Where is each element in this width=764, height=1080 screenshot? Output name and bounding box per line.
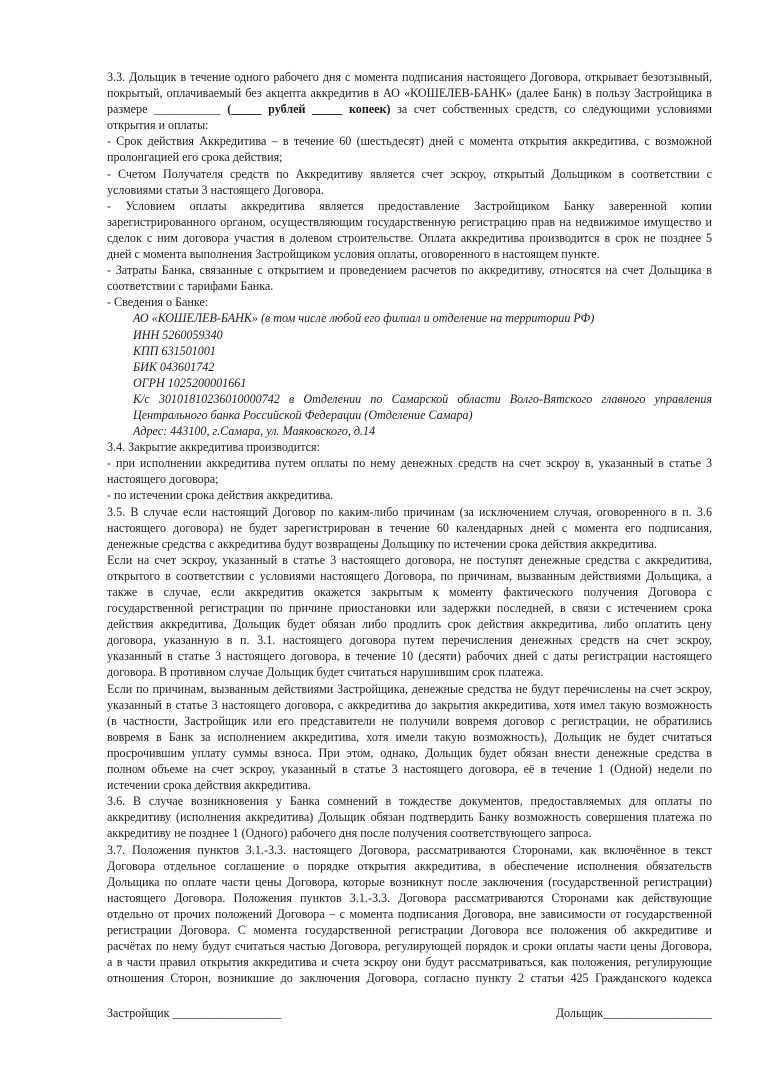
text-line: - Сведения о Банке: bbox=[107, 295, 209, 310]
text-line: (в частности, Застройщик или его представители не получили вовремя договор с регистрации, не обратились bbox=[107, 713, 712, 728]
text-line: - при исполнении аккредитива путем оплаты по нему денежных средств на счет эскроу в, указанный в статье 3 bbox=[107, 456, 712, 471]
text-line: настоящего договора) не будет зарегистрирован в течение 60 календарных дней с момента его подписания, bbox=[107, 520, 712, 535]
signature-block bbox=[107, 1004, 712, 1022]
text-line: - по истечении срока действия аккредитива. bbox=[107, 488, 334, 503]
text-line: а в части правил открытия аккредитива и счета эскроу они будут рассматриваться, как положения, регулирующие bbox=[107, 955, 712, 970]
paragraph bbox=[107, 455, 712, 487]
paragraph bbox=[107, 166, 712, 198]
text-line: просрочившим уплату суммы взноса. При этом, однако, Дольщик будет обязан внести денежные средства в bbox=[107, 745, 712, 760]
text-line: ИНН 5260059340 bbox=[133, 327, 223, 342]
text-line: 3.3. Дольщик в течение одного рабочего дня с момента подписания настоящего Договора, открывает безотзывный, bbox=[107, 70, 712, 84]
text-line: также в случае, если аккредитив окажется закрытым к моменту фактического получения Договора с bbox=[107, 585, 712, 599]
text-line: К/с 30101810236010000742 в Отделении по Самарской области Волго-Вятского главного управления bbox=[133, 391, 712, 406]
text-line: КПП 631501001 bbox=[133, 343, 216, 358]
bank-detail bbox=[107, 391, 712, 423]
bank-detail bbox=[107, 375, 712, 391]
text-line: полном объеме на счет эскроу, указанный в статье 3 настоящего договора, её в течение 1 (Одной) недели по bbox=[107, 762, 712, 777]
text-line: 3.5. В случае если настоящий Договор по каким-либо причинам (за исключением случая, оговоренного в п. 3.6 bbox=[107, 504, 712, 519]
text-line: - Срок действия Аккредитива – в течение 60 (шестьдесят) дней с момента открытия аккредитива, с возможной bbox=[107, 134, 712, 149]
text-line: аккредитиву не позднее 1 (Одного) рабочего дня после получения соответствующего запроса. bbox=[107, 826, 592, 841]
text-line: дней с момента выполнения Застройщиком условия оплаты, оговоренного в настоящем пункте. bbox=[107, 247, 600, 262]
text-line: сделок с ним договора участия в долевом строительстве. Оплата аккредитива производится в срок не позднее 5 bbox=[107, 230, 712, 245]
text-line: вовремя в Банк за исполнением аккредитива, хотя имели такую возможность), Дольщик не будет считаться bbox=[107, 729, 712, 744]
text-line: открытия и оплаты: bbox=[107, 118, 209, 133]
bank-detail bbox=[107, 343, 712, 359]
text-line: Договора отдельное соглашение о порядке открытия аккредитива, в обеспечение исполнения обязательств bbox=[107, 858, 712, 873]
text-line: пролонгацией его срока действия; bbox=[107, 150, 283, 165]
paragraph bbox=[107, 69, 712, 133]
text-line: БИК 043601742 bbox=[133, 359, 215, 374]
text-line bbox=[107, 101, 712, 117]
text-line: договора. В противном случае Дольщик будет считаться нарушившим срок платежа. bbox=[107, 665, 544, 680]
text-line: настоящего Договора. Положения пунктов 3.1.-3.3. Договора рассматриваются Сторонами как действующие bbox=[107, 890, 712, 905]
text-line: соответствии с тарифами Банка. bbox=[107, 279, 274, 294]
text-line: действия аккредитива, Дольщик будет обязан либо продлить срок действия аккредитива, либо оплатить цену bbox=[107, 617, 712, 632]
bank-detail bbox=[107, 327, 712, 343]
text-line: ОГРН 1025200001661 bbox=[133, 375, 247, 390]
text-line: - Условием оплаты аккредитива является предоставление Застройщиком Банку заверенной копии bbox=[107, 198, 712, 213]
text-line: отдельно от прочих положений Договора – с момента подписания Договора, вне зависимости от государственной bbox=[107, 906, 712, 921]
paragraph bbox=[107, 294, 712, 310]
paragraph bbox=[107, 262, 712, 294]
paragraph bbox=[107, 793, 712, 841]
text-line: указанный в статье 3 настоящего договора, с аккредитива до закрытия аккредитива, хотя имел такую возможность bbox=[107, 697, 712, 712]
text-line: - Счетом Получателя средств по Аккредитиву является счет эскроу, открытый Дольщиком в соответствии с bbox=[107, 166, 712, 181]
text-line: 3.4. Закрытие аккредитива производится: bbox=[107, 440, 320, 455]
text-segment: размере ___________ bbox=[107, 102, 228, 117]
text-line: 3.7. Положения пунктов 3.1.-3.3. настоящего Договора, рассматриваются Сторонами, как включённое в текст bbox=[107, 842, 712, 857]
text-line: денежные средства с аккредитива будут возвращены Дольщику по истечении срока действия аккредитива. bbox=[107, 536, 658, 551]
text-line: истечении срока действия аккредитива. bbox=[107, 778, 311, 793]
text-line: Если на счет эскроу, указанный в статье 3 настоящего договора, не поступят денежные средства с аккредитива, bbox=[107, 552, 712, 567]
paragraph bbox=[107, 681, 712, 794]
developer-signature-line: Застройщик __________________ bbox=[107, 1006, 282, 1020]
text-line: настоящего договора; bbox=[107, 472, 219, 487]
text-line: государственной регистрации по причине приостановки или задержки последней, в связи с истечением срока bbox=[107, 601, 712, 616]
text-line: расчётах по нему будут считаться частью Договора, регулирующей порядок и сроки оплаты части цены Договора, bbox=[107, 939, 712, 954]
text-line: Адрес: 443100, г.Самара, ул. Маяковского, д.14 bbox=[133, 424, 376, 439]
document-body bbox=[107, 69, 712, 986]
bank-detail bbox=[107, 423, 712, 439]
text-line: условиями статьи 3 настоящего Договора. bbox=[107, 182, 324, 197]
text-line: Центрального банка Российской Федерации (Отделение Самара) bbox=[133, 407, 473, 422]
paragraph bbox=[107, 842, 712, 987]
text-line: 3.6. В случае возникновения у Банка сомнений в тождестве документов, предоставляемых для оплаты по bbox=[107, 794, 712, 809]
text-line: зарегистрированного органом, осуществляющим государственную регистрацию прав на недвижимое имущество и bbox=[107, 214, 712, 229]
amount-placeholder: (_____ рублей _____ копеек) bbox=[227, 102, 391, 117]
paragraph bbox=[107, 133, 712, 165]
text-segment: за счет собственных средств, со следующими условиями bbox=[390, 102, 712, 117]
text-line: АО «КОШЕЛЕВ-БАНК» (в том числе любой его филиал и отделение на территории РФ) bbox=[133, 311, 595, 326]
paragraph bbox=[107, 439, 712, 455]
text-line: договора, указанную в п. 3.1. настоящего договора путем перечисления денежных средств на счет эскроу, bbox=[107, 633, 712, 648]
text-line: Дольщика по оплате части цены Договора, которые возникнут после заключения (государственной регистрации) bbox=[107, 874, 712, 889]
text-line: Если по причинам, вызванным действиями Застройщика, денежные средства не будут перечислены на счет эскроу, bbox=[107, 681, 712, 696]
text-line: отношения Сторон, возникшие до заключения Договора, согласно пункту 2 статьи 425 Гражданского кодекса bbox=[107, 971, 712, 986]
paragraph bbox=[107, 552, 712, 681]
bank-detail bbox=[107, 359, 712, 375]
text-line: регистрации Договора. С момента государственной регистрации Договора все положения об аккредитиве и bbox=[107, 922, 712, 937]
bank-detail bbox=[107, 310, 712, 326]
text-line: покрытый, оплачиваемый без акцепта аккредитив в АО «КОШЕЛЕВ-БАНК» (далее Банк) в пользу Застройщика в bbox=[107, 86, 712, 101]
text-line: открытого в соответствии с условиями настоящего Договора, по причинам, вызванным действиями Дольщика, а bbox=[107, 568, 712, 583]
paragraph bbox=[107, 198, 712, 262]
paragraph bbox=[107, 487, 712, 503]
text-line: аккредитиву (исполнения аккредитива) Дольщик обязан подтвердить Банку возможность совершения платежа по bbox=[107, 810, 712, 825]
shareholder-signature-line: Дольщик__________________ bbox=[555, 1006, 712, 1020]
text-line: - Затраты Банка, связанные с открытием и проведением расчетов по аккредитиву, относятся на счет Дольщика в bbox=[107, 263, 712, 278]
paragraph bbox=[107, 504, 712, 552]
text-line: указанный в статье 3 настоящего договора, в течение 10 (десяти) рабочих дней с даты регистрации настоящего bbox=[107, 649, 712, 664]
